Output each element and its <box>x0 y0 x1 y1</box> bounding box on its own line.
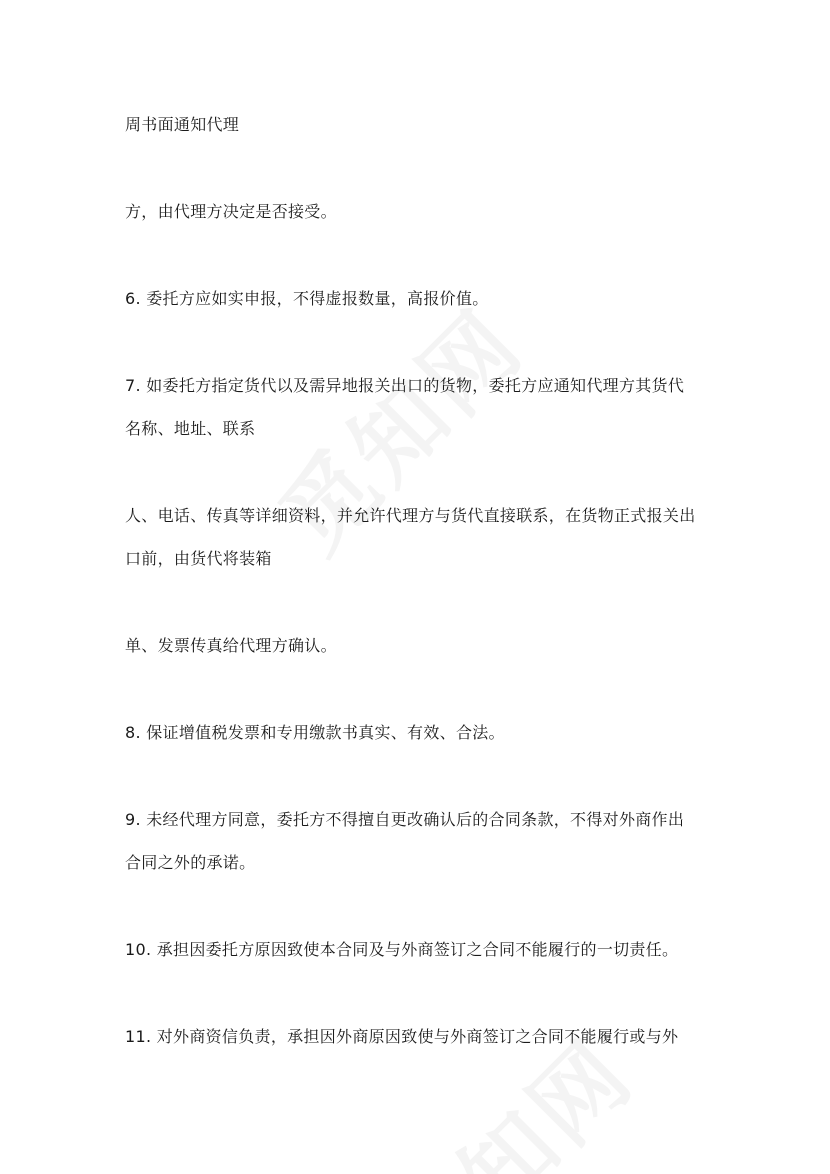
paragraph-line: 单、发票传真给代理方确认。 <box>125 636 337 655</box>
paragraph-line: 人、电话、传真等详细资料，并允许代理方与货代直接联系，在货物正式报关出 <box>125 506 696 525</box>
paragraph-line: 7. 如委托方指定货代以及需异地报关出口的货物，委托方应通知代理方其货代 <box>125 376 685 395</box>
paragraph-line: 9. 未经代理方同意，委托方不得擅自更改确认后的合同条款，不得对外商作出 <box>125 810 685 829</box>
paragraph-line: 方，由代理方决定是否接受。 <box>125 202 337 221</box>
paragraph-line: 名称、地址、联系 <box>125 419 256 438</box>
paragraph-line: 10. 承担因委托方原因致使本合同及与外商签订之合同不能履行的一切责任。 <box>125 940 679 959</box>
paragraph-line: 合同之外的承诺。 <box>125 853 256 872</box>
paragraph-line: 口前，由货代将装箱 <box>125 549 272 568</box>
paragraph-line: 8. 保证增值税发票和专用缴款书真实、有效、合法。 <box>125 723 505 742</box>
paragraph-line: 6. 委托方应如实申报，不得虚报数量，高报价值。 <box>125 289 489 308</box>
paragraph-line: 11. 对外商资信负责，承担因外商原因致使与外商签订之合同不能履行或与外 <box>125 1027 679 1046</box>
paragraph-line: 周书面通知代理 <box>125 115 240 134</box>
watermark <box>246 275 547 576</box>
